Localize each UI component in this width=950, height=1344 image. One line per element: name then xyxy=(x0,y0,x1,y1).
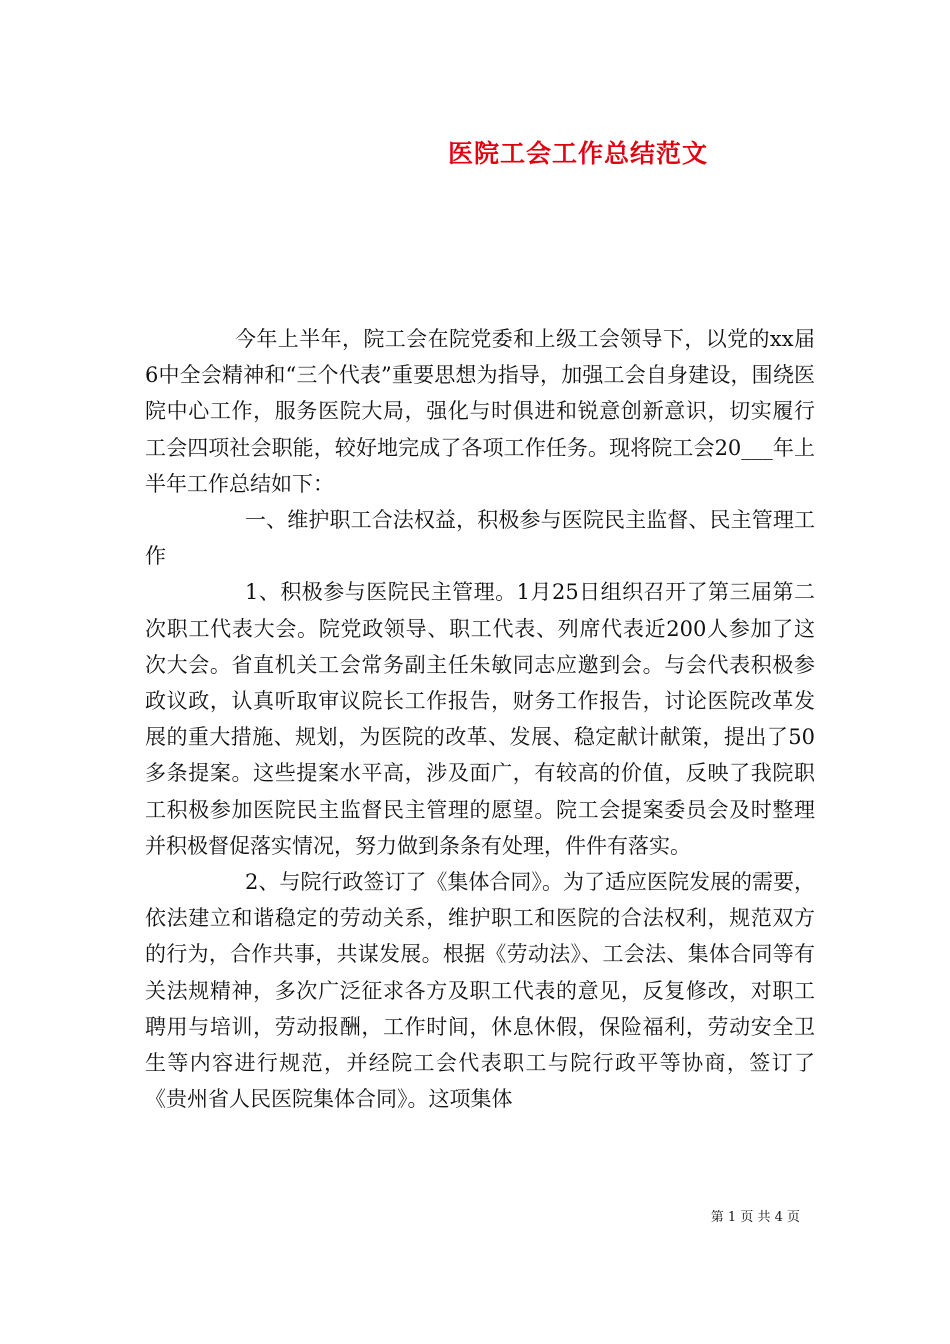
document-title: 医院工会工作总结范文 xyxy=(448,139,709,168)
paragraph-item-1: 1、积极参与医院民主管理。1月25日组织召开了第三届第二次职工代表大会。院党政领导、职工代表、列席代表近200人参加了这次大会。省直机关工会常务副主任朱敏同志应邀到会。与会代表积极参政议政，认真听取审议院长工作报告，财务工作报告，讨论医院改革发展的重大措施、规划，为医院的改革、发展、稳定献计献策，提出了50多条提案。这些提案水平高，涉及面广，有较高的价值，反映了我院职工积极参加医院民主监督民主管理的愿望。院工会提案委员会及时整理并积极督促落实情况，努力做到条条有处理，件件有落实。 xyxy=(145,580,815,858)
page-number-footer: 第 1 页 共 4 页 xyxy=(710,1210,800,1225)
document-body xyxy=(145,321,815,1117)
paragraph-intro: 今年上半年，院工会在院党委和上级工会领导下，以党的xx届6中全会精神和“三个代表”重要思想为指导，加强工会自身建设，围绕医院中心工作，服务医院大局，强化与时俱进和锐意创新意识，切实履行工会四项社会职能，较好地完成了各项工作任务。现将院工会20___年上半年工作总结如下： xyxy=(145,327,815,496)
section-heading-1: 一、维护职工合法权益，积极参与医院民主监督、民主管理工作 xyxy=(145,508,815,569)
paragraph-item-2: 2、与院行政签订了《集体合同》。为了适应医院发展的需要，依法建立和谐稳定的劳动关系，维护职工和医院的合法权利，规范双方的行为，合作共事，共谋发展。根据《劳动法》、工会法、集体合同等有关法规精神，多次广泛征求各方及职工代表的意见，反复修改，对职工聘用与培训，劳动报酬，工作时间，休息休假，保险福利，劳动安全卫生等内容进行规范，并经院工会代表职工与院行政平等协商，签订了《贵州省人民医院集体合同》。这项集体 xyxy=(145,870,815,1112)
